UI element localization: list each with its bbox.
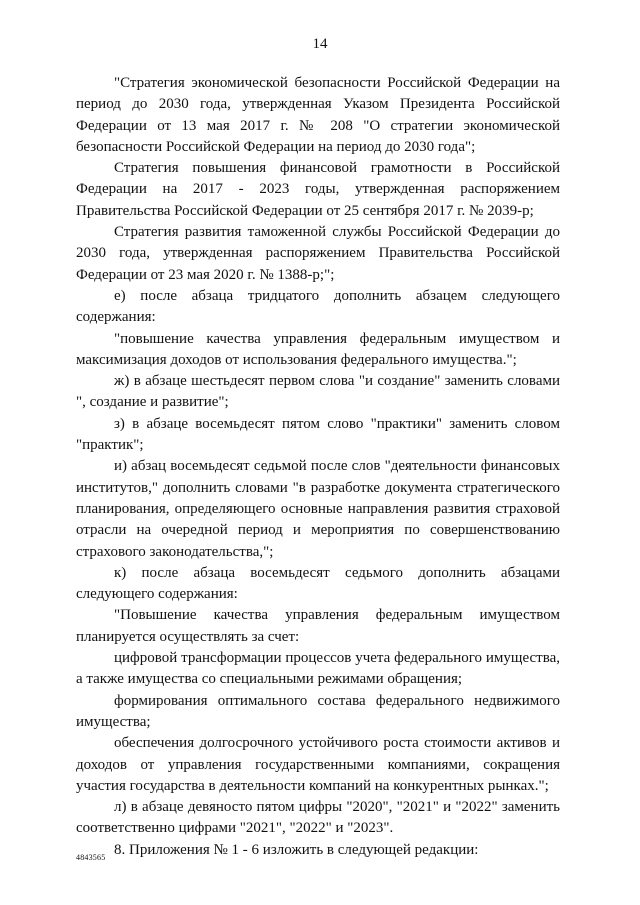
paragraph-optimal-composition: формирования оптимального состава федерального недвижимого имущества; bbox=[76, 692, 560, 730]
paragraph-digital-transformation: цифровой трансформации процессов учета федерального имущества, а также имущества со специальными режимами обращения; bbox=[76, 650, 560, 688]
paragraph-item-e: е) после абзаца тридцатого дополнить абзацем следующего содержания: bbox=[76, 287, 560, 326]
paragraph-item-z: з) в абзаце восемьдесят пятом слово "практики" заменить словом "практик"; bbox=[76, 415, 560, 454]
paragraph-item-zh: ж) в абзаце шестьдесят первом слова "и создание" заменить словами ", создание и развитие"; bbox=[76, 373, 560, 411]
paragraph-quality-improvement: "Повышение качества управления федеральным имуществом планируется осуществлять за счет: bbox=[76, 607, 560, 645]
paragraph-federal-property-management: "повышение качества управления федеральным имуществом и максимизация доходов от использования федерального имущества."; bbox=[76, 330, 560, 368]
document-body bbox=[76, 73, 560, 861]
paragraph-appendices: 8. Приложения № 1 - 6 изложить в следующей редакции: bbox=[114, 841, 479, 858]
paragraph-item-i: и) абзац восемьдесят седьмой после слов "деятельности финансовых институтов," дополнить словами "в разработке документа стратегического планирования, определяющего основные направления развития страховой отрасли на очередной период и мероприятия по совершенствованию страхового законодательства,"; bbox=[76, 458, 560, 560]
paragraph-long-term-growth: обеспечения долгосрочного устойчивого роста стоимости активов и доходов от управления государственными компаниями, сокращения участия государства в деятельности компаний на конкурентных рынках."; bbox=[76, 735, 560, 794]
paragraph-financial-literacy-strategy: Стратегия повышения финансовой грамотности в Российской Федерации на 2017 - 2023 годы, утвержденная распоряжением Правительства Российской Федерации от 25 сентября 2017 г. № 2039-р; bbox=[76, 160, 560, 219]
page-number: 14 bbox=[312, 36, 328, 52]
paragraph-economic-security-strategy: "Стратегия экономической безопасности Российской Федерации на период до 2030 года, утвержденная Указом Президента Российской Федерации от 13 мая 2017 г. № 208 "О стратегии экономической безопасности Российской Федерации на период до 2030 года"; bbox=[76, 75, 560, 155]
paragraph-customs-service-strategy: Стратегия развития таможенной службы Российской Федерации до 2030 года, утвержденная распоряжением Правительства Российской Федерации от 23 мая 2020 г. № 1388-р;"; bbox=[76, 224, 560, 283]
paragraph-item-l: л) в абзаце девяносто пятом цифры "2020", "2021" и "2022" заменить соответственно цифрами "2021", "2022" и "2023". bbox=[76, 799, 560, 837]
paragraph-item-k: к) после абзаца восемьдесят седьмого дополнить абзацами следующего содержания: bbox=[76, 564, 560, 603]
document-code: 4843565 bbox=[76, 853, 106, 862]
